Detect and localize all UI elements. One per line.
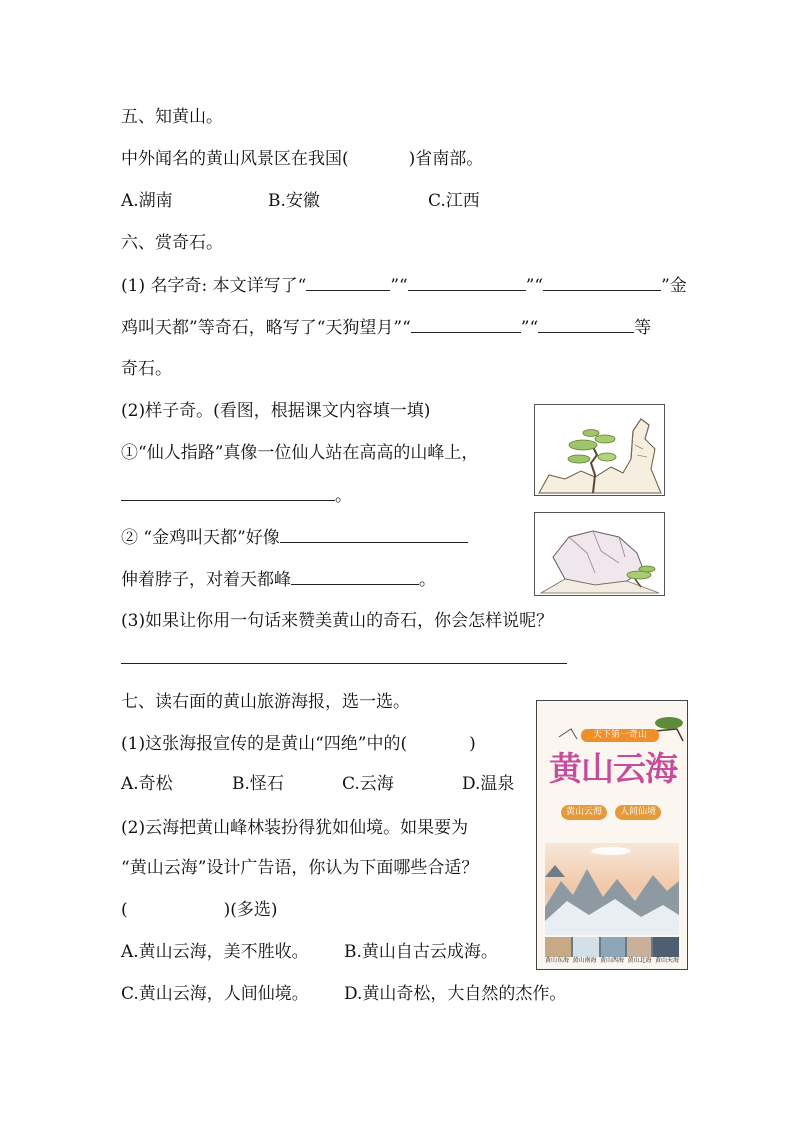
option-a[interactable]: A.奇松 bbox=[121, 774, 173, 794]
answer-blank[interactable] bbox=[411, 315, 521, 333]
option-d[interactable]: D.黄山奇松，大自然的杰作。 bbox=[344, 984, 567, 1004]
option-c[interactable]: C.云海 bbox=[342, 774, 394, 794]
strip-label: 黄山天海 bbox=[654, 957, 679, 964]
poster-title: 黄山云海 bbox=[549, 749, 677, 788]
option-a[interactable]: A.黄山云海，美不胜收。 bbox=[121, 942, 309, 962]
section-6-q1-line3: 奇石。 bbox=[121, 359, 172, 379]
answer-blank[interactable] bbox=[291, 567, 419, 585]
period: 。 bbox=[419, 570, 436, 590]
question-text: (1) 名字奇: 本文详写了“ bbox=[121, 276, 307, 296]
xianren-zhilu-image bbox=[534, 404, 665, 496]
section-7-heading: 七、读右面的黄山旅游海报，选一选。 bbox=[121, 692, 410, 712]
section-6-heading: 六、赏奇石。 bbox=[121, 233, 223, 253]
section-5-question bbox=[121, 147, 483, 171]
section-7-q2-line2: “黄山云海”设计广告语，你认为下面哪些合适？ bbox=[121, 858, 479, 878]
section-6-q1-line2 bbox=[121, 315, 651, 340]
section-6-q2-item1: ①“仙人指路”真像一位仙人站在高高的山峰上， bbox=[121, 443, 479, 463]
section-6-q2-item1-answer bbox=[121, 483, 352, 508]
quote-mark: ”“ bbox=[520, 318, 539, 338]
answer-blank[interactable] bbox=[408, 273, 526, 291]
strip-label: 黄山南海 bbox=[572, 957, 597, 964]
option-b[interactable]: B.怪石 bbox=[232, 774, 284, 794]
quote-mark: ”“ bbox=[525, 276, 544, 296]
poster-strip-labels bbox=[545, 955, 679, 967]
section-7-q2-line1: (2)云海把黄山峰林装扮得犹如仙境。如果要为 bbox=[121, 818, 469, 838]
option-b[interactable]: B.安徽 bbox=[268, 191, 320, 211]
section-6-q3: (3)如果让你用一句话来赞美黄山的奇石，你会怎样说呢？ bbox=[121, 611, 554, 631]
question-text: 中外闻名的黄山风景区在我国( bbox=[121, 149, 349, 169]
q3-answer-line[interactable] bbox=[121, 663, 567, 664]
poster-banner: 天下第一奇山 bbox=[581, 729, 659, 742]
option-c[interactable]: C.江西 bbox=[428, 191, 480, 211]
quote-mark: ”“ bbox=[390, 276, 408, 296]
section-7-q1 bbox=[121, 732, 476, 756]
question-text: ”金 bbox=[661, 276, 687, 296]
huangshan-poster bbox=[536, 700, 688, 970]
strip-label: 黄山西海 bbox=[599, 957, 624, 964]
option-a[interactable]: A.湖南 bbox=[121, 191, 173, 211]
poster-tag-2: 人间仙境 bbox=[615, 805, 661, 820]
option-c[interactable]: C.黄山云海，人间仙境。 bbox=[121, 984, 309, 1004]
paren: ( bbox=[121, 900, 128, 920]
section-6-q2-item2-line2 bbox=[121, 567, 436, 592]
answer-blank[interactable] bbox=[306, 273, 390, 291]
question-text: )省南部。 bbox=[408, 149, 484, 169]
answer-blank[interactable] bbox=[280, 525, 468, 543]
poster-tag-1: 黄山云海 bbox=[561, 805, 607, 820]
question-text: 等 bbox=[634, 318, 652, 338]
option-b[interactable]: B.黄山自古云成海。 bbox=[344, 942, 498, 962]
section-6-q2-intro: (2)样子奇。(看图，根据课文内容填一填) bbox=[121, 401, 431, 421]
question-text: 伸着脖子，对着天都峰 bbox=[121, 570, 291, 590]
question-text: ② “金鸡叫天都”好像 bbox=[121, 528, 280, 548]
option-d[interactable]: D.温泉 bbox=[462, 774, 515, 794]
section-7-q2-answer bbox=[121, 898, 278, 922]
answer-blank[interactable] bbox=[538, 315, 634, 333]
strip-label: 黄山东海 bbox=[545, 957, 570, 964]
answer-blank[interactable] bbox=[543, 273, 661, 291]
section-6-q2-item2-line1 bbox=[121, 525, 468, 550]
section-5-heading: 五、知黄山。 bbox=[121, 107, 223, 127]
question-text: )(多选) bbox=[223, 900, 278, 920]
answer-blank[interactable] bbox=[121, 483, 335, 501]
period: 。 bbox=[335, 486, 352, 506]
section-6-q1-line1 bbox=[121, 273, 687, 298]
strip-label: 黄山北海 bbox=[627, 957, 652, 964]
question-text: ) bbox=[469, 734, 476, 754]
jinji-jiao-tiandu-image bbox=[534, 512, 665, 596]
question-text: (1)这张海报宣传的是黄山“四绝”中的( bbox=[121, 734, 408, 754]
question-text: 鸡叫天都”等奇石，略写了“天狗望月”“ bbox=[121, 318, 411, 338]
